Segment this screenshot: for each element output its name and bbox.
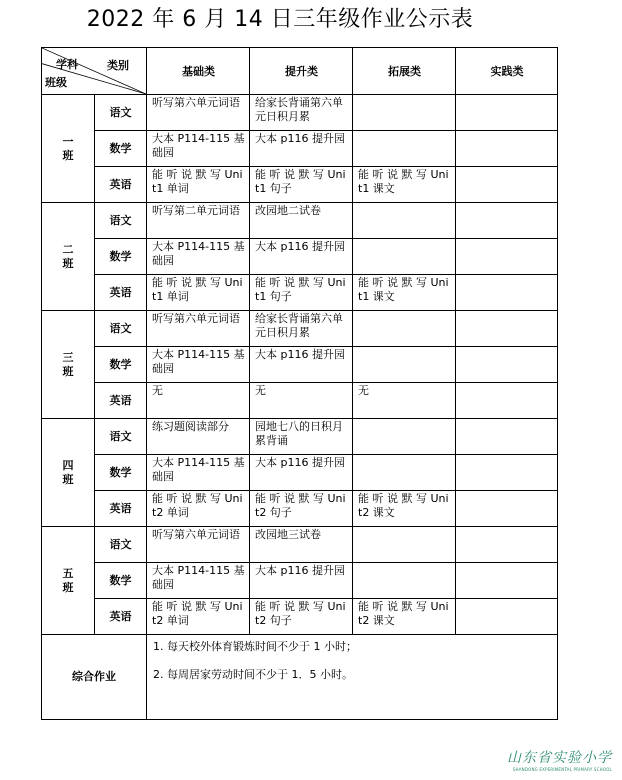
table-row	[42, 203, 558, 239]
advanced-cell: 无	[250, 383, 353, 419]
extension-cell: 能 听 说 默 写 Unit1 课文	[353, 167, 456, 203]
basic-cell: 能 听 说 默 写 Unit1 单词	[147, 167, 250, 203]
basic-cell: 大本 P114-115 基础园	[147, 563, 250, 599]
practice-cell	[456, 203, 558, 239]
extension-cell	[353, 455, 456, 491]
extension-cell	[353, 347, 456, 383]
table-row	[42, 311, 558, 347]
col-header-basic: 基础类	[147, 48, 250, 95]
subject-cell: 英语	[95, 167, 147, 203]
practice-cell	[456, 167, 558, 203]
basic-cell: 听写第六单元词语	[147, 95, 250, 131]
extension-cell	[353, 419, 456, 455]
col-header-extension: 拓展类	[353, 48, 456, 95]
practice-cell	[456, 239, 558, 275]
table-row	[42, 563, 558, 599]
subject-cell: 数学	[95, 347, 147, 383]
table-row	[42, 455, 558, 491]
subject-cell: 英语	[95, 599, 147, 635]
practice-cell	[456, 131, 558, 167]
comprehensive-label: 综合作业	[42, 635, 147, 720]
subject-cell: 数学	[95, 563, 147, 599]
advanced-cell: 园地七八的日积月累背诵	[250, 419, 353, 455]
basic-cell: 大本 P114-115 基础园	[147, 347, 250, 383]
school-logo-name: 山东省实验小学	[507, 750, 612, 766]
subject-cell: 语文	[95, 203, 147, 239]
subject-cell: 英语	[95, 275, 147, 311]
basic-cell: 能 听 说 默 写 Unit1 单词	[147, 275, 250, 311]
basic-cell: 能 听 说 默 写 Unit2 单词	[147, 599, 250, 635]
advanced-cell: 改园地二试卷	[250, 203, 353, 239]
advanced-cell: 能 听 说 默 写 Unit1 句子	[250, 275, 353, 311]
header-row	[42, 48, 558, 95]
basic-cell: 练习题阅读部分	[147, 419, 250, 455]
page-title: 2022 年 6 月 14 日三年级作业公示表	[86, 7, 474, 32]
diag-subject-label: 学科	[56, 58, 78, 71]
table-row	[42, 167, 558, 203]
extension-cell: 能 听 说 默 写 Unit1 课文	[353, 275, 456, 311]
table-row	[42, 599, 558, 635]
advanced-cell: 大本 p116 提升园	[250, 239, 353, 275]
homework-table	[41, 47, 558, 720]
advanced-cell: 能 听 说 默 写 Unit1 句子	[250, 167, 353, 203]
advanced-cell: 能 听 说 默 写 Unit2 句子	[250, 599, 353, 635]
practice-cell	[456, 419, 558, 455]
table-row	[42, 383, 558, 419]
practice-cell	[456, 563, 558, 599]
practice-cell	[456, 275, 558, 311]
subject-cell: 语文	[95, 419, 147, 455]
subject-cell: 英语	[95, 383, 147, 419]
practice-cell	[456, 527, 558, 563]
table-row	[42, 275, 558, 311]
comprehensive-item: 1. 每天校外体育锻炼时间不少于 1 小时；	[153, 640, 357, 653]
comprehensive-content	[147, 635, 558, 720]
advanced-cell: 改园地三试卷	[250, 527, 353, 563]
diag-category-label: 类别	[107, 59, 129, 72]
advanced-cell: 大本 p116 提升园	[250, 347, 353, 383]
class-name-cell: 一班	[42, 95, 95, 203]
table-row	[42, 419, 558, 455]
col-header-practice: 实践类	[456, 48, 558, 95]
class-name-cell: 三班	[42, 311, 95, 419]
basic-cell: 大本 P114-115 基础园	[147, 131, 250, 167]
table-row	[42, 491, 558, 527]
extension-cell	[353, 527, 456, 563]
subject-cell: 语文	[95, 311, 147, 347]
advanced-cell: 大本 p116 提升园	[250, 563, 353, 599]
col-header-advanced: 提升类	[250, 48, 353, 95]
basic-cell: 听写第六单元词语	[147, 527, 250, 563]
subject-cell: 数学	[95, 455, 147, 491]
comprehensive-row	[42, 635, 558, 720]
practice-cell	[456, 491, 558, 527]
practice-cell	[456, 383, 558, 419]
practice-cell	[456, 95, 558, 131]
subject-cell: 英语	[95, 491, 147, 527]
extension-cell	[353, 311, 456, 347]
advanced-cell: 给家长背诵第六单元日积月累	[250, 311, 353, 347]
advanced-cell: 大本 p116 提升园	[250, 455, 353, 491]
practice-cell	[456, 455, 558, 491]
basic-cell: 大本 P114-115 基础园	[147, 239, 250, 275]
table-row	[42, 527, 558, 563]
advanced-cell: 大本 p116 提升园	[250, 131, 353, 167]
extension-cell: 能 听 说 默 写 Unit2 课文	[353, 599, 456, 635]
diag-class-label: 班级	[45, 76, 67, 89]
practice-cell	[456, 599, 558, 635]
table-row	[42, 239, 558, 275]
school-logo	[502, 747, 612, 772]
advanced-cell: 能 听 说 默 写 Unit2 句子	[250, 491, 353, 527]
advanced-cell: 给家长背诵第六单元日积月累	[250, 95, 353, 131]
extension-cell	[353, 95, 456, 131]
basic-cell: 能 听 说 默 写 Unit2 单词	[147, 491, 250, 527]
basic-cell: 大本 P114-115 基础园	[147, 455, 250, 491]
diagonal-header-cell	[42, 48, 147, 95]
extension-cell: 能 听 说 默 写 Unit2 课文	[353, 491, 456, 527]
school-logo-subtitle: SHANDONG EXPERIMENTAL PRIMARY SCHOOL	[512, 767, 612, 772]
subject-cell: 语文	[95, 95, 147, 131]
extension-cell	[353, 563, 456, 599]
extension-cell	[353, 203, 456, 239]
practice-cell	[456, 347, 558, 383]
basic-cell: 听写第六单元词语	[147, 311, 250, 347]
basic-cell: 听写第二单元词语	[147, 203, 250, 239]
table-row	[42, 95, 558, 131]
subject-cell: 数学	[95, 131, 147, 167]
extension-cell	[353, 131, 456, 167]
class-name-cell: 五班	[42, 527, 95, 635]
table-row	[42, 131, 558, 167]
basic-cell: 无	[147, 383, 250, 419]
class-name-cell: 二班	[42, 203, 95, 311]
practice-cell	[456, 311, 558, 347]
extension-cell	[353, 239, 456, 275]
extension-cell: 无	[353, 383, 456, 419]
comprehensive-item: 2. 每周居家劳动时间不少于 1．5 小时。	[153, 668, 353, 681]
table-row	[42, 347, 558, 383]
subject-cell: 语文	[95, 527, 147, 563]
subject-cell: 数学	[95, 239, 147, 275]
class-name-cell: 四班	[42, 419, 95, 527]
